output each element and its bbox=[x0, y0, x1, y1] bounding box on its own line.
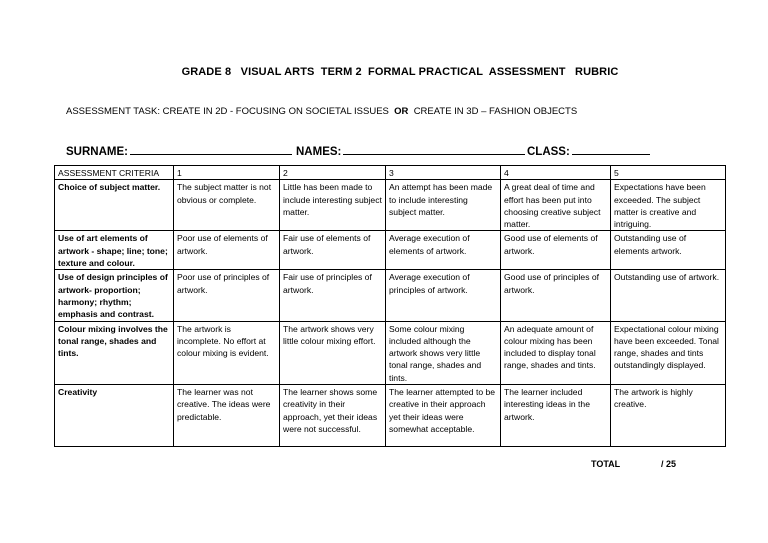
criterion-cell: Use of design principles of artwork- proportion; harmony; rhythm; emphasis and contrast. bbox=[55, 270, 174, 321]
class-label: CLASS: bbox=[527, 146, 570, 158]
level-cell: Average execution of elements of artwork. bbox=[386, 231, 501, 270]
level-cell: Outstanding use of artwork. bbox=[611, 270, 726, 321]
level-cell: Little has been made to include interesting subject matter. bbox=[280, 180, 386, 231]
table-row bbox=[55, 231, 726, 270]
total-score: / 25 bbox=[661, 459, 677, 469]
level-cell: A great deal of time and effort has been put into choosing creative subject matter. bbox=[501, 180, 611, 231]
criterion-cell: Use of art elements of artwork - shape; line; tone; texture and colour. bbox=[55, 231, 174, 270]
level-cell: Expectational colour mixing have been exceeded. Tonal range, shades and tints outstandingly displayed. bbox=[611, 321, 726, 384]
level-cell: Average execution of principles of artwork. bbox=[386, 270, 501, 321]
level-cell: The artwork is highly creative. bbox=[611, 385, 726, 447]
table-header-row bbox=[55, 166, 726, 180]
surname-label: SURNAME: bbox=[66, 146, 128, 158]
level-cell: Fair use of elements of artwork. bbox=[280, 231, 386, 270]
header-level-5: 5 bbox=[611, 166, 726, 180]
table-row bbox=[55, 385, 726, 447]
level-cell: An attempt has been made to include interesting subject matter. bbox=[386, 180, 501, 231]
level-cell: The learner was not creative. The ideas were predictable. bbox=[174, 385, 280, 447]
level-cell: Poor use of principles of artwork. bbox=[174, 270, 280, 321]
level-cell: The learner attempted to be creative in their approach yet their ideas were somewhat acceptable. bbox=[386, 385, 501, 447]
surname-field[interactable] bbox=[66, 144, 292, 158]
surname-line[interactable] bbox=[130, 144, 292, 155]
level-cell: The artwork shows very little colour mixing effort. bbox=[280, 321, 386, 384]
class-field[interactable] bbox=[527, 144, 650, 158]
class-line[interactable] bbox=[572, 144, 650, 155]
names-field[interactable] bbox=[296, 144, 525, 158]
level-cell: The subject matter is not obvious or complete. bbox=[174, 180, 280, 231]
level-cell: Good use of principles of artwork. bbox=[501, 270, 611, 321]
header-level-4: 4 bbox=[501, 166, 611, 180]
level-cell: The learner shows some creativity in their approach, yet their ideas were not successful. bbox=[280, 385, 386, 447]
level-cell: Fair use of principles of artwork. bbox=[280, 270, 386, 321]
level-cell: Outstanding use of elements artwork. bbox=[611, 231, 726, 270]
page-title bbox=[0, 66, 768, 78]
table-row bbox=[55, 270, 726, 321]
rubric-table bbox=[54, 165, 726, 447]
title-grade: GRADE 8 bbox=[181, 66, 232, 78]
level-cell: An adequate amount of colour mixing has been included to display tonal range, shades and tints. bbox=[501, 321, 611, 384]
level-cell: Some colour mixing included although the artwork shows very little tonal range, shades and tints. bbox=[386, 321, 501, 384]
header-level-3: 3 bbox=[386, 166, 501, 180]
criterion-cell: Creativity bbox=[55, 385, 174, 447]
names-label: NAMES: bbox=[296, 146, 342, 158]
task-suffix: CREATE IN 3D – FASHION OBJECTS bbox=[408, 106, 578, 117]
title-main: VISUAL ARTS TERM 2 FORMAL PRACTICAL ASSESSMENT RUBRIC bbox=[240, 66, 619, 78]
level-cell: Expectations have been exceeded. The subject matter is creative and intriguing. bbox=[611, 180, 726, 231]
names-line[interactable] bbox=[343, 144, 525, 155]
criterion-cell: Colour mixing involves the tonal range, shades and tints. bbox=[55, 321, 174, 384]
level-cell: The learner included interesting ideas in the artwork. bbox=[501, 385, 611, 447]
task-prefix: ASSESSMENT TASK: CREATE IN 2D - FOCUSING ON SOCIETAL ISSUES bbox=[66, 106, 395, 117]
table-row bbox=[55, 321, 726, 384]
header-level-2: 2 bbox=[280, 166, 386, 180]
task-or: OR bbox=[394, 106, 409, 117]
criterion-cell: Choice of subject matter. bbox=[55, 180, 174, 231]
level-cell: Poor use of elements of artwork. bbox=[174, 231, 280, 270]
total-label: TOTAL bbox=[591, 459, 621, 469]
header-criteria: ASSESSMENT CRITERIA bbox=[55, 166, 174, 180]
level-cell: The artwork is incomplete. No effort at colour mixing is evident. bbox=[174, 321, 280, 384]
assessment-task bbox=[66, 106, 577, 117]
level-cell: Good use of elements of artwork. bbox=[501, 231, 611, 270]
header-level-1: 1 bbox=[174, 166, 280, 180]
table-row bbox=[55, 180, 726, 231]
